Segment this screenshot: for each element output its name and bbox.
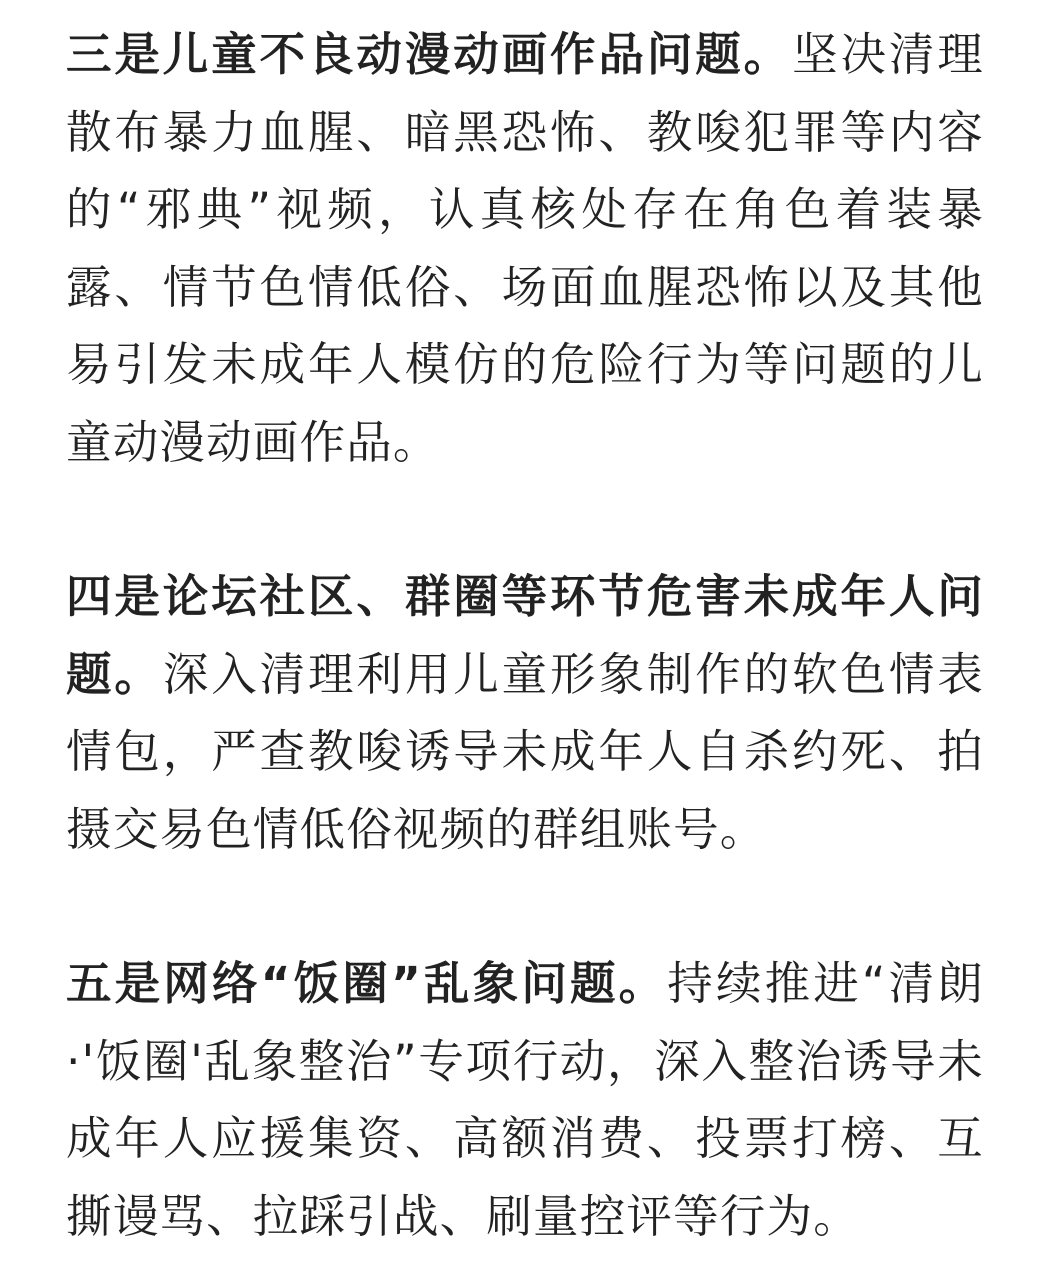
paragraph-item-3 xyxy=(66,16,984,481)
paragraph-text: 坚决清理散布暴力血腥、暗黑恐怖、教唆犯罪等内容的“邪典”视频，认真核处存在角色着装暴露、情节色情低俗、场面血腥恐怖以及其他易引发未成年人模仿的危险行为等问题的儿童动漫动画作品。 xyxy=(66,28,984,469)
paragraph-heading: 四是论坛社区、群圈等环节危害未成年人问题。 xyxy=(66,570,984,701)
paragraph-item-4 xyxy=(66,558,984,868)
paragraph-heading: 三是儿童不良动漫动画作品问题。 xyxy=(66,28,793,81)
paragraph-text: 持续推进“清朗·'饭圈'乱象整治”专项行动，深入整治诱导未成年人应援集资、高额消费、投票打榜、互撕谩骂、拉踩引战、刷量控评等行为。 xyxy=(66,957,984,1243)
paragraph-heading: 五是网络“饭圈”乱象问题。 xyxy=(66,957,668,1010)
article-body xyxy=(66,16,984,1255)
paragraph-text: 深入清理利用儿童形象制作的软色情表情包，严查教唆诱导未成年人自杀约死、拍摄交易色情低俗视频的群组账号。 xyxy=(66,647,984,856)
paragraph-item-5 xyxy=(66,945,984,1255)
